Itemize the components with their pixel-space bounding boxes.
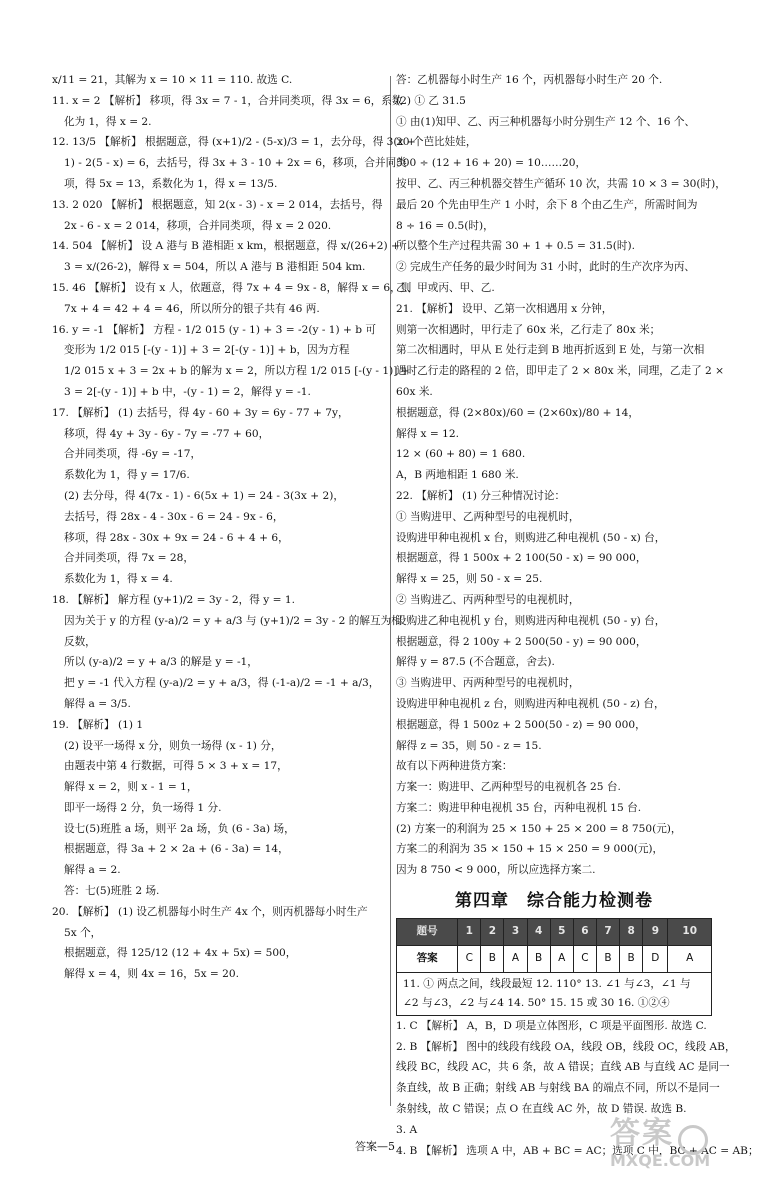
answer-cell: A: [550, 945, 573, 972]
question-number: 4: [527, 918, 550, 945]
text-line: 20. 【解析】 (1) 设乙机器每小时生产 4x 个，则丙机器每小时生产: [52, 905, 368, 918]
text-line: 11. ① 两点之间，线段最短 12. 110° 13. ∠1 与∠3，∠1 与: [403, 977, 691, 990]
text-line: 反数，: [64, 635, 96, 648]
text-line: 1/2 015 x + 3 = 2x + b 的解为 x = 2，所以方程 1/2 015 [-(y - 1)] +: [64, 365, 410, 378]
text-line: 移项，得 4y + 3y - 6y - 7y = -77 + 60，: [64, 427, 270, 440]
answer-cell: C: [573, 945, 596, 972]
text-line: 把 y = -1 代入方程 (y-a)/2 = y + a/3，得 (-1-a)/2 = -1 + a/3，: [64, 677, 380, 690]
right-column: [396, 70, 759, 1161]
text-line: x/11 = 21，其解为 x = 10 × 11 = 110. 故选 C.: [52, 74, 293, 86]
text-line: 设购进乙种电视机 y 台，则购进丙种电视机 (50 - y) 台，: [396, 614, 666, 627]
text-line: 系数化为 1，得 y = 17/6.: [64, 469, 190, 482]
text-line: 条直线，故 B 正确；射线 AB 与射线 BA 的端点不同，所以不是同一: [396, 1082, 720, 1095]
text-line: 解得 z = 35，则 50 - z = 15.: [396, 739, 542, 752]
text-line: 因为关于 y 的方程 (y-a)/2 = y + a/3 与 (y+1)/2 = 3y - 2 的解互为相: [64, 614, 402, 627]
text-line: 16. y = -1 【解析】 方程 - 1/2 015 (y - 1) + 3 = -2(y - 1) + b 可: [52, 323, 376, 336]
text-line: 17. 【解析】 (1) 去括号，得 4y - 60 + 3y = 6y - 77 + 7y，: [52, 406, 349, 419]
text-line: 2x - 6 - x = 2 014，移项，合并同类项，得 x = 2 020.: [64, 219, 332, 232]
answer-cell: B: [481, 945, 504, 972]
text-line: 设购进甲种电视机 z 台，则购进丙种电视机 (50 - z) 台，: [396, 697, 665, 710]
text-line: 2. B 【解析】 图中的线段有线段 OA，线段 OB，线段 OC，线段 AB，: [396, 1040, 736, 1053]
text-line: 移项，得 28x - 30x + 9x = 24 - 6 + 4 + 6，: [64, 531, 289, 544]
text-line: A，B 两地相距 1 680 米.: [396, 469, 519, 482]
text-line: 根据题意，得 3a + 2 × 2a + (6 - 3a) = 14，: [64, 843, 289, 856]
text-line: 乙、甲或丙、甲、乙.: [396, 281, 495, 294]
text-line: 13. 2 020 【解析】 根据题意，知 2(x - 3) - x = 2 014，去括号，得: [52, 198, 383, 211]
question-number: 8: [620, 918, 643, 945]
text-line: 3 = 2[-(y - 1)] + b 中，-(y - 1) = 2，解得 y = -1.: [64, 385, 311, 398]
text-line: (2) 设平一场得 x 分，则负一场得 (x - 1) 分，: [64, 739, 282, 752]
text-line: 变形为 1/2 015 [-(y - 1)] + 3 = 2[-(y - 1)] + b，因为方程: [64, 344, 350, 357]
text-line: 按甲、乙、丙三种机器交替生产循环 10 次，共需 10 × 3 = 30(时)，: [396, 177, 726, 190]
answer-cell: D: [643, 945, 668, 972]
answer-table-answer-row: [397, 945, 712, 972]
question-number: 10: [668, 918, 712, 945]
text-line: ② 当购进乙、丙两种型号的电视机时，: [396, 593, 580, 606]
text-line: 根据题意，得 125/12 (12 + 4x + 5x) = 500，: [64, 947, 297, 960]
text-line: 所以整个生产过程共需 30 + 1 + 0.5 = 31.5(时).: [396, 240, 636, 253]
text-line: 解得 x = 12.: [396, 427, 459, 440]
answer-table: [396, 918, 712, 973]
text-line: 则第一次相遇时，甲行走了 60x 米，乙行走了 80x 米；: [396, 323, 661, 336]
text-line: 方案一：购进甲、乙两种型号的电视机各 25 台.: [396, 781, 621, 794]
text-line: 答：七(5)班胜 2 场.: [64, 885, 160, 898]
text-line: 所以 (y-a)/2 = y + a/3 的解是 y = -1，: [64, 656, 258, 669]
text-line: 3. A: [396, 1123, 418, 1136]
text-line: 设购进甲种电视机 x 台，则购进乙种电视机 (50 - x) 台，: [396, 531, 666, 544]
text-line: 5x 个，: [64, 926, 102, 939]
answer-cell: A: [668, 945, 712, 972]
question-number: 3: [504, 918, 527, 945]
text-line: 解得 x = 2，则 x - 1 = 1，: [64, 781, 198, 794]
answer-cell: B: [596, 945, 619, 972]
text-line: (2) ① 乙 31.5: [396, 94, 466, 107]
text-line: 11. x = 2 【解析】 移项，得 3x = 7 - 1，合并同类项，得 3x = 6，系数: [52, 94, 403, 107]
answer-row-label: 答案: [397, 945, 458, 972]
text-line: 条射线，故 C 错误；点 O 在直线 AC 外，故 D 错误. 故选 B.: [396, 1103, 687, 1116]
question-number: 6: [573, 918, 596, 945]
text-line: 14. 504 【解析】 设 A 港与 B 港相距 x km，根据题意，得 x/(26+2) +: [52, 240, 400, 253]
answer-cell: B: [620, 945, 643, 972]
text-line: 22. 【解析】 (1) 分三种情况讨论：: [396, 489, 566, 502]
watermark-logo-text: 答案: [610, 1116, 674, 1151]
question-number: 5: [550, 918, 573, 945]
text-line: 根据题意，得 1 500x + 2 100(50 - x) = 90 000，: [396, 552, 647, 565]
text-line: 500 ÷ (12 + 16 + 20) = 10……20，: [396, 157, 587, 170]
text-line: 解得 x = 4，则 4x = 16，5x = 20.: [64, 968, 240, 981]
answer-cell: B: [527, 945, 550, 972]
text-line: 15. 46 【解析】 设有 x 人，依题意，得 7x + 4 = 9x - 8，解得 x = 6，则: [52, 281, 412, 294]
text-line: 由题表中第 4 行数据，可得 5 × 3 + x = 17，: [64, 760, 288, 773]
chapter-title: 第四章 综合能力检测卷: [455, 891, 653, 912]
text-line: 解得 a = 2.: [64, 864, 121, 877]
text-line: 系数化为 1，得 x = 4.: [64, 573, 173, 586]
text-line: 4. B 【解析】 选项 A 中，AB + BC = AC；选项 C 中，BC + AC = AB；: [396, 1144, 759, 1157]
text-line: 解得 a = 3/5.: [64, 697, 131, 710]
text-line: 第二次相遇时，甲从 E 处行走到 B 地再折返到 E 处，与第一次相: [396, 344, 705, 357]
page-number: 答案—5: [355, 1140, 395, 1153]
text-line: 最后 20 个先由甲生产 1 小时，余下 8 个由乙生产，所需时间为: [396, 198, 698, 211]
text-line: ③ 当购进甲、丙两种型号的电视机时，: [396, 677, 580, 690]
text-line: 根据题意，得 1 500z + 2 500(50 - z) = 90 000，: [396, 718, 646, 731]
text-line: 根据题意，得 (2×80x)/60 = (2×60x)/80 + 14，: [396, 406, 639, 419]
text-line: 60x 米.: [396, 385, 433, 398]
text-line: 12. 13/5 【解析】 根据题意，得 (x+1)/2 - (5-x)/3 = 1，去分母，得 3(x +: [52, 136, 416, 149]
answer-table-header-row: [397, 918, 712, 945]
text-line: ∠2 与∠3，∠2 与∠4 14. 50° 15. 15 或 30 16. ①②④: [403, 996, 670, 1009]
text-line: ① 由(1)知甲、乙、丙三种机器每小时分别生产 12 个、16 个、: [396, 115, 696, 128]
text-line: 8 ÷ 16 = 0.5(时)，: [396, 219, 494, 232]
text-line: 1) - 2(5 - x) = 6，去括号，得 3x + 3 - 10 + 2x = 6，移项，合并同类: [64, 157, 407, 170]
text-line: 故有以下两种进货方案：: [396, 760, 513, 773]
watermark-url: MXQE.COM: [610, 1151, 711, 1170]
text-line: 遇时乙行走的路程的 2 倍，即甲走了 2 × 80x 米，同理，乙走了 2 ×: [396, 365, 725, 378]
text-line: 因为 8 750 < 9 000，所以应选择方案二.: [396, 864, 596, 877]
answer-cell: A: [504, 945, 527, 972]
text-line: 20 个芭比娃娃，: [396, 136, 477, 149]
text-line: 方案二的利润为 35 × 150 + 15 × 250 = 9 000(元)，: [396, 843, 664, 856]
text-line: 19. 【解析】 (1) 1: [52, 718, 144, 731]
text-line: 3 = x/(26-2)，解得 x = 504，所以 A 港与 B 港相距 504 km.: [64, 261, 366, 274]
text-line: 线段 BC，线段 AC，共 6 条，故 A 错误；直线 AB 与直线 AC 是同一: [396, 1061, 730, 1074]
text-line: 7x + 4 = 42 + 4 = 46，所以所分的银子共有 46 两.: [64, 302, 320, 315]
text-line: 合并同类项，得 7x = 28，: [64, 552, 194, 565]
text-line: 根据题意，得 2 100y + 2 500(50 - y) = 90 000，: [396, 635, 647, 648]
text-line: (2) 方案一的利润为 25 × 150 + 25 × 200 = 8 750(元)，: [396, 822, 682, 835]
text-line: 即平一场得 2 分，负一场得 1 分.: [64, 801, 222, 814]
text-line: 1. C 【解析】 A，B，D 项是立体图形，C 项是平面图形. 故选 C.: [396, 1019, 707, 1032]
text-line: 18. 【解析】 解方程 (y+1)/2 = 3y - 2，得 y = 1.: [52, 593, 295, 606]
text-line: 项，得 5x = 13，系数化为 1，得 x = 13/5.: [64, 177, 278, 190]
text-line: (2) 去分母，得 4(7x - 1) - 6(5x + 1) = 24 - 3(3x + 2)，: [64, 489, 344, 502]
answer-cell: C: [458, 945, 481, 972]
text-line: 解得 x = 25，则 50 - x = 25.: [396, 573, 543, 586]
text-line: 方案二：购进甲种电视机 35 台，丙种电视机 15 台.: [396, 801, 642, 814]
question-number: 1: [458, 918, 481, 945]
text-line: 化为 1，得 x = 2.: [64, 115, 152, 128]
watermark-logo: [610, 1108, 740, 1155]
text-line: 解得 y = 87.5 (不合题意，舍去).: [396, 656, 555, 669]
text-line: 设七(5)班胜 a 场，则平 2a 场，负 (6 - 3a) 场，: [64, 822, 295, 835]
question-number: 2: [481, 918, 504, 945]
fill-in-answers-box: [396, 973, 712, 1016]
text-line: 去括号，得 28x - 4 - 30x - 6 = 24 - 9x - 6，: [64, 510, 284, 523]
text-line: 合并同类项，得 -6y = -17，: [64, 448, 202, 461]
answer-table-label: 题号: [397, 918, 458, 945]
text-line: 答：乙机器每小时生产 16 个，丙机器每小时生产 20 个.: [396, 74, 663, 86]
text-line: 21. 【解析】 设甲、乙第一次相遇用 x 分钟，: [396, 302, 613, 315]
question-number: 9: [643, 918, 668, 945]
question-number: 7: [596, 918, 619, 945]
column-divider: [390, 76, 391, 1106]
text-line: ① 当购进甲、乙两种型号的电视机时，: [396, 510, 580, 523]
watermark: [610, 1108, 740, 1168]
text-line: 12 × (60 + 80) = 1 680.: [396, 448, 526, 461]
text-line: ② 完成生产任务的最少时间为 31 小时，此时的生产次序为丙、: [396, 261, 696, 274]
